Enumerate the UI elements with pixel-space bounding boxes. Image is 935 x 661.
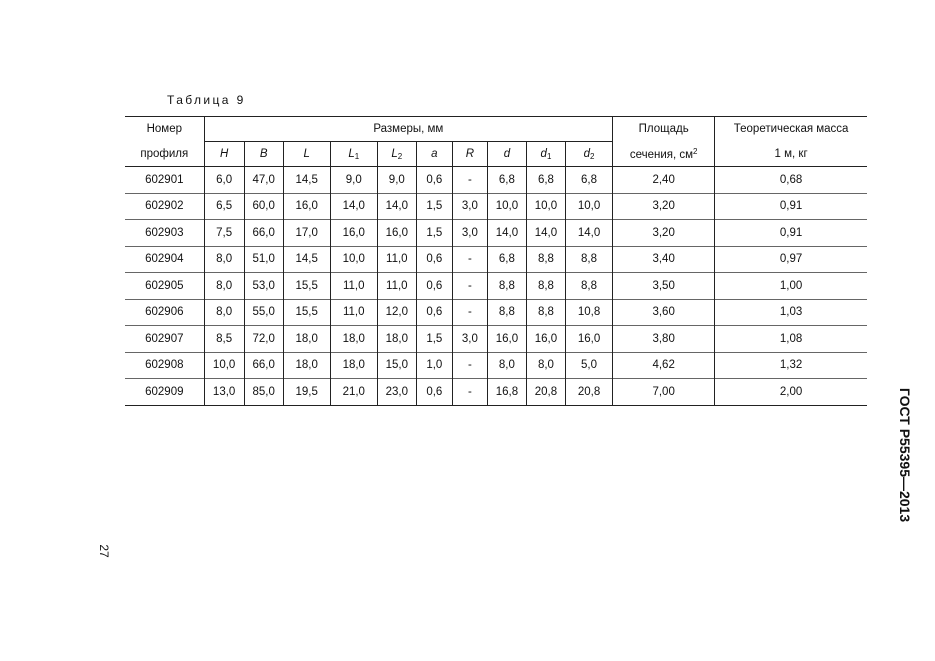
table-caption: Таблица 9 — [167, 93, 246, 107]
table-cell: 11,0 — [377, 273, 416, 300]
table-cell: 11,0 — [377, 246, 416, 273]
table-cell: 19,5 — [283, 379, 330, 406]
header-mass-unit: 1 м, кг — [715, 142, 867, 167]
table-cell: 14,5 — [283, 167, 330, 194]
table-cell: 66,0 — [244, 220, 283, 247]
table-cell: 3,80 — [613, 326, 715, 353]
profile-number-cell: 602909 — [125, 379, 204, 406]
table-cell: 0,97 — [715, 246, 867, 273]
table-cell: 10,0 — [330, 246, 377, 273]
table-cell: 8,8 — [526, 299, 565, 326]
table-row — [125, 299, 867, 326]
table-row — [125, 379, 867, 406]
table-cell: 3,0 — [452, 326, 487, 353]
profile-number-cell: 602905 — [125, 273, 204, 300]
table-cell: 3,20 — [613, 220, 715, 247]
table-cell: 10,0 — [565, 193, 612, 220]
table-cell: 9,0 — [377, 167, 416, 194]
table-cell: 16,8 — [487, 379, 526, 406]
table-cell: 8,8 — [487, 273, 526, 300]
table-cell: 0,6 — [416, 299, 452, 326]
table-row — [125, 167, 867, 194]
standard-designation: ГОСТ Р55395—2013 — [897, 387, 913, 523]
table-cell: 6,8 — [487, 246, 526, 273]
table-row — [125, 246, 867, 273]
table-cell: 18,0 — [283, 352, 330, 379]
profile-number-cell: 602901 — [145, 173, 184, 186]
header-profile-label: профиля — [125, 142, 204, 167]
table-cell: 14,0 — [565, 220, 612, 247]
table-cell: 85,0 — [244, 379, 283, 406]
table-cell: 3,0 — [452, 220, 487, 247]
table-cell: 51,0 — [244, 246, 283, 273]
table-cell: 0,6 — [416, 379, 452, 406]
table-cell: 10,0 — [487, 193, 526, 220]
table-cell: 11,0 — [330, 273, 377, 300]
table-cell: - — [452, 246, 487, 273]
table-cell: 14,0 — [487, 220, 526, 247]
table-cell: 7,00 — [613, 379, 715, 406]
table-cell: - — [452, 379, 487, 406]
col-b: B — [244, 142, 283, 167]
table-cell: 8,8 — [526, 246, 565, 273]
table-cell: 14,0 — [330, 193, 377, 220]
table-cell: 8,8 — [565, 246, 612, 273]
table-row — [125, 220, 867, 247]
col-l2: $L_2$ — [377, 142, 416, 167]
table-cell: 3,20 — [613, 193, 715, 220]
table-row — [125, 193, 867, 220]
table-cell: 8,5 — [204, 326, 244, 353]
table-row — [125, 326, 867, 353]
table-cell: 8,0 — [204, 273, 244, 300]
table-cell: 6,8 — [526, 167, 565, 194]
table-row — [125, 352, 867, 379]
profile-dimensions-table — [125, 116, 867, 406]
table-cell: 11,0 — [330, 299, 377, 326]
col-d1: $d_1$ — [526, 142, 565, 167]
table-cell: 53,0 — [244, 273, 283, 300]
table-cell: 1,03 — [715, 299, 867, 326]
col-h: H — [204, 142, 244, 167]
table-cell: - — [452, 273, 487, 300]
table-cell: 0,6 — [416, 273, 452, 300]
table-cell: 0,68 — [715, 167, 867, 194]
profile-number-cell: 602903 — [125, 220, 204, 247]
table-cell: 10,8 — [565, 299, 612, 326]
table-cell: 15,5 — [283, 273, 330, 300]
table-cell: 3,0 — [452, 193, 487, 220]
table-cell: - — [452, 299, 487, 326]
table-cell: 14,0 — [377, 193, 416, 220]
header-profile-number: Номер — [125, 117, 204, 142]
table-cell: 8,8 — [526, 273, 565, 300]
table-cell: 8,0 — [526, 352, 565, 379]
table-cell: 16,0 — [565, 326, 612, 353]
table-cell: 10,0 — [526, 193, 565, 220]
table-cell: 18,0 — [330, 352, 377, 379]
col-r: R — [452, 142, 487, 167]
table-cell: 13,0 — [204, 379, 244, 406]
table-cell: 6,5 — [204, 193, 244, 220]
table-cell: 55,0 — [244, 299, 283, 326]
table-cell: 15,0 — [377, 352, 416, 379]
header-area-unit: сечения, $см^2$ — [613, 142, 715, 167]
table-cell: 20,8 — [526, 379, 565, 406]
header-sizes-mm: Размеры, мм — [204, 117, 613, 142]
table-cell: 1,0 — [416, 352, 452, 379]
table-cell: 16,0 — [283, 193, 330, 220]
table-cell: 1,32 — [715, 352, 867, 379]
table-cell: 12,0 — [377, 299, 416, 326]
profile-number-cell: 602906 — [125, 299, 204, 326]
table-cell: - — [452, 352, 487, 379]
table-cell: 3,50 — [613, 273, 715, 300]
table-cell: 16,0 — [377, 220, 416, 247]
table-cell: 14,5 — [283, 246, 330, 273]
table-cell: 7,5 — [204, 220, 244, 247]
table-cell: 0,6 — [416, 167, 452, 194]
col-a: a — [416, 142, 452, 167]
table-cell: 20,8 — [565, 379, 612, 406]
table-cell: 4,62 — [613, 352, 715, 379]
table-cell: 8,8 — [487, 299, 526, 326]
table-cell: 8,0 — [204, 246, 244, 273]
table-cell: 8,0 — [204, 299, 244, 326]
table-cell: 6,0 — [204, 167, 244, 194]
profile-number-cell: 602902 — [125, 193, 204, 220]
table-cell: 14,0 — [526, 220, 565, 247]
table-cell: 21,0 — [330, 379, 377, 406]
table-cell: 0,6 — [416, 246, 452, 273]
table-cell: 9,0 — [330, 167, 377, 194]
table-cell: 3,40 — [613, 246, 715, 273]
table-cell: 16,0 — [487, 326, 526, 353]
profile-number-cell: 602904 — [125, 246, 204, 273]
table-cell: 0,91 — [715, 193, 867, 220]
table-cell: 72,0 — [244, 326, 283, 353]
table-cell: 10,0 — [204, 352, 244, 379]
table-cell: 47,0 — [244, 167, 283, 194]
table-cell: 5,0 — [565, 352, 612, 379]
table-cell: 6,8 — [565, 167, 612, 194]
col-d2: $d_2$ — [565, 142, 612, 167]
col-l1: $L_1$ — [330, 142, 377, 167]
table-cell: 18,0 — [330, 326, 377, 353]
table-cell: 1,00 — [715, 273, 867, 300]
table-cell: 1,5 — [416, 326, 452, 353]
header-cross-section-area: Площадь — [613, 117, 715, 142]
profile-number-cell: 602908 — [125, 352, 204, 379]
table-cell: 3,60 — [613, 299, 715, 326]
col-l: L — [283, 142, 330, 167]
table-cell: 8,8 — [565, 273, 612, 300]
table-cell: 16,0 — [330, 220, 377, 247]
table-cell: 23,0 — [377, 379, 416, 406]
table-cell: 18,0 — [283, 326, 330, 353]
header-theoretical-mass: Теоретическая масса — [715, 117, 867, 142]
table-cell: 0,91 — [715, 220, 867, 247]
profile-number-cell: 602907 — [125, 326, 204, 353]
table-cell: 2,00 — [715, 379, 867, 406]
table-body — [125, 167, 867, 406]
col-d: d — [487, 142, 526, 167]
page-number: 27 — [97, 544, 111, 558]
table-cell: 18,0 — [377, 326, 416, 353]
table-row — [125, 273, 867, 300]
table-cell: - — [452, 167, 487, 194]
table-cell: 2,40 — [613, 167, 715, 194]
table-cell: 15,5 — [283, 299, 330, 326]
table-cell: 17,0 — [283, 220, 330, 247]
table-cell: 66,0 — [244, 352, 283, 379]
table-cell: 6,8 — [487, 167, 526, 194]
table-cell: 1,08 — [715, 326, 867, 353]
table-cell: 16,0 — [526, 326, 565, 353]
table-cell: 1,5 — [416, 220, 452, 247]
table-cell: 60,0 — [244, 193, 283, 220]
table-cell: 8,0 — [487, 352, 526, 379]
table-cell: 1,5 — [416, 193, 452, 220]
